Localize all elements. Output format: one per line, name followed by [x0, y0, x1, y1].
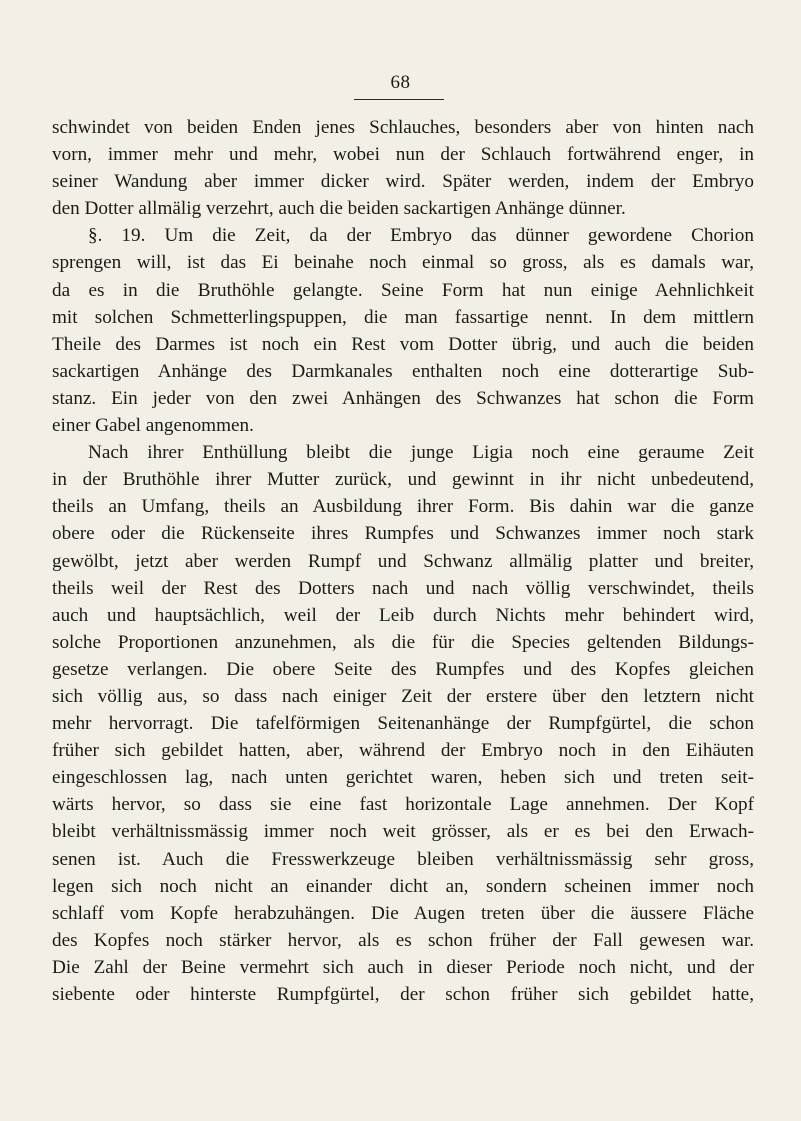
text-line: schlaff vom Kopfe herabzuhängen. Die Augen treten über die äussere Fläche [52, 902, 754, 924]
text-line: stanz. Ein jeder von den zwei Anhängen des Schwanzes hat schon die Form [52, 387, 754, 409]
header-rule [354, 99, 444, 100]
text-line: wärts hervor, so dass sie eine fast horizontale Lage annehmen. Der Kopf [52, 794, 754, 816]
text-line: mehr hervorragt. Die tafelförmigen Seitenanhänge der Rumpfgürtel, die schon [52, 713, 754, 735]
text-line: seiner Wandung aber immer dicker wird. Später werden, indem der Embryo [52, 171, 754, 193]
text-line: gewölbt, jetzt aber werden Rumpf und Schwanz allmälig platter und breiter, [52, 550, 754, 572]
text-line: §. 19. Um die Zeit, da der Embryo das dünner gewordene Chorion [88, 225, 754, 247]
text-line: theils weil der Rest des Dotters nach und nach völlig verschwindet, theils [52, 577, 754, 599]
text-line: theils an Umfang, theils an Ausbildung ihrer Form. Bis dahin war die ganze [52, 496, 754, 518]
text-line: gesetze verlangen. Die obere Seite des Rumpfes und des Kopfes gleichen [52, 658, 754, 680]
text-line: Theile des Darmes ist noch ein Rest vom Dotter übrig, und auch die beiden [52, 333, 754, 355]
text-line: einer Gabel angenommen. [52, 415, 254, 437]
text-line: schwindet von beiden Enden jenes Schlauches, besonders aber von hinten nach [52, 117, 754, 138]
text-line: senen ist. Auch die Fresswerkzeuge bleiben verhältnissmässig sehr gross, [52, 848, 754, 870]
text-line: siebente oder hinterste Rumpfgürtel, der schon früher sich gebildet hatte, [52, 984, 754, 1005]
text-line: obere oder die Rückenseite ihres Rumpfes und Schwanzes immer noch stark [52, 523, 754, 545]
text-line: legen sich noch nicht an einander dicht an, sondern scheinen immer noch [52, 875, 754, 897]
text-line: bleibt verhältnissmässig immer noch weit grösser, als er es bei den Erwach- [52, 821, 754, 843]
text-line: in der Bruthöhle ihrer Mutter zurück, und gewinnt in ihr nicht unbedeutend, [52, 469, 754, 491]
text-line: eingeschlossen lag, nach unten gerichtet waren, heben sich und treten seit- [52, 767, 754, 789]
text-line: des Kopfes noch stärker hervor, als es schon früher der Fall gewesen war. [52, 929, 754, 951]
text-line: vorn, immer mehr und mehr, wobei nun der Schlauch fortwährend enger, in [52, 144, 754, 166]
text-line: sackartigen Anhänge des Darmkanales enthalten noch eine dotterartige Sub- [52, 360, 754, 382]
text-line: da es in die Bruthöhle gelangte. Seine Form hat nun einige Aehnlichkeit [52, 279, 754, 301]
text-line: solche Proportionen anzunehmen, als die für die Species geltenden Bildungs- [52, 631, 754, 653]
body-text [52, 114, 754, 1008]
text-line: Die Zahl der Beine vermehrt sich auch in dieser Periode noch nicht, und der [52, 956, 754, 978]
text-line: auch und hauptsächlich, weil der Leib durch Nichts mehr behindert wird, [52, 604, 754, 626]
page-number: 68 [390, 72, 411, 93]
text-line: Nach ihrer Enthüllung bleibt die junge Ligia noch eine geraume Zeit [88, 442, 754, 464]
text-line: früher sich gebildet hatten, aber, während der Embryo noch in den Eihäuten [52, 740, 754, 762]
text-line: den Dotter allmälig verzehrt, auch die beiden sackartigen Anhänge dünner. [52, 198, 626, 220]
text-line: sprengen will, ist das Ei beinahe noch einmal so gross, als es damals war, [52, 252, 754, 274]
text-line: mit solchen Schmetterlingspuppen, die man fassartige nennt. In dem mittlern [52, 306, 754, 328]
text-line: sich völlig aus, so dass nach einiger Zeit der erstere über den letztern nicht [52, 685, 754, 707]
